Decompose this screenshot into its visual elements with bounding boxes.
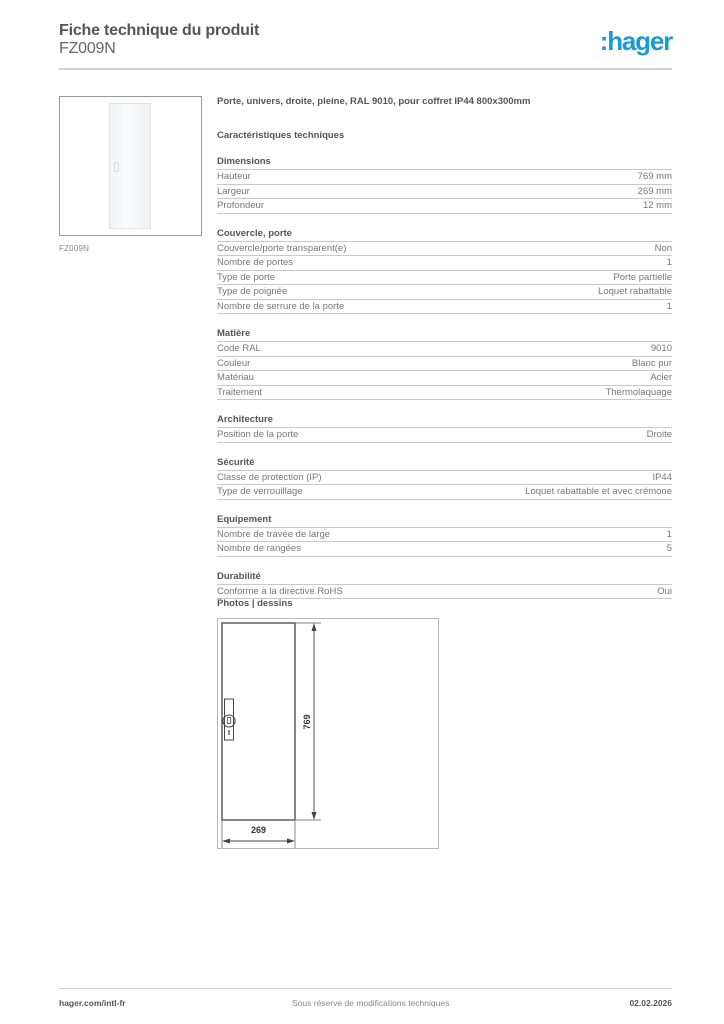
section-couvercle-porte <box>217 228 672 315</box>
product-image <box>59 96 202 236</box>
door-illustration <box>109 103 151 229</box>
spec-value: 1 <box>666 300 672 312</box>
spec-row <box>217 271 672 286</box>
spec-label: Matériau <box>217 372 254 383</box>
page-header <box>59 22 672 70</box>
spec-value: Loquet rabattable et avec crémone <box>525 486 672 497</box>
spec-row <box>217 585 672 600</box>
spec-value: 5 <box>666 543 672 554</box>
spec-label: Profondeur <box>217 200 265 211</box>
product-image-caption: FZ009N <box>59 244 90 253</box>
spec-row <box>217 542 672 557</box>
spec-value: Loquet rabattable <box>598 286 672 297</box>
document-title: Fiche technique du produit <box>59 22 260 39</box>
section-title: Dimensions <box>217 156 672 170</box>
spec-label: Type de verrouillage <box>217 486 303 497</box>
section-title: Matière <box>217 328 672 342</box>
section-title: Sécurité <box>217 457 672 471</box>
spec-label: Couvercle/porte transparent(e) <box>217 242 347 254</box>
product-description: Porte, univers, droite, pleine, RAL 9010, pour coffret IP44 800x300mm <box>217 96 531 107</box>
spec-value: 269 mm <box>637 185 672 197</box>
section-title: Durabilité <box>217 571 672 585</box>
spec-label: Conforme à la directive RoHS <box>217 585 343 597</box>
spec-label: Hauteur <box>217 171 251 182</box>
characteristics-heading: Caractéristiques techniques <box>217 130 345 141</box>
specifications-content <box>217 96 672 599</box>
height-dimension-label: 769 <box>302 714 312 730</box>
latch-icon <box>114 162 119 172</box>
spec-label: Couleur <box>217 357 251 369</box>
spec-value: Thermolaquage <box>605 386 672 398</box>
spec-label: Position de la porte <box>217 429 299 440</box>
spec-value: Acier <box>650 372 672 383</box>
spec-value: 769 mm <box>637 171 672 182</box>
spec-value: IP44 <box>652 471 672 483</box>
spec-value: Porte partielle <box>613 271 672 283</box>
spec-row <box>217 300 672 315</box>
spec-label: Traitement <box>217 386 263 398</box>
spec-value: 1 <box>666 528 672 540</box>
hager-logo: :hager <box>599 26 672 56</box>
section-title: Architecture <box>217 414 672 428</box>
spec-label: Largeur <box>217 185 250 197</box>
spec-label: Nombre de travée de large <box>217 528 331 540</box>
spec-label: Classe de protection (IP) <box>217 471 322 483</box>
spec-label: Nombre de rangées <box>217 543 301 554</box>
spec-row <box>217 170 672 185</box>
section-matiere <box>217 328 672 400</box>
spec-label: Type de poignée <box>217 286 288 297</box>
disclaimer: Sous réserve de modifications techniques <box>292 998 450 1008</box>
spec-label: Nombre de portes <box>217 257 294 268</box>
spec-value: Droite <box>646 429 672 440</box>
spec-value: Oui <box>657 585 672 597</box>
spec-value: Blanc pur <box>631 357 672 369</box>
footer-divider <box>59 988 672 989</box>
spec-row <box>217 185 672 200</box>
document-date: 02.02.2026 <box>629 998 672 1008</box>
section-equipement <box>217 514 672 557</box>
section-title: Equipement <box>217 514 672 528</box>
product-code: FZ009N <box>59 40 116 57</box>
spec-label: Code RAL <box>217 343 261 354</box>
spec-row <box>217 485 672 500</box>
spec-row <box>217 357 672 372</box>
technical-drawing <box>217 618 439 849</box>
website-link[interactable]: hager.com/intl-fr <box>59 998 126 1008</box>
spec-value: 1 <box>666 257 672 268</box>
spec-label: Type de porte <box>217 271 276 283</box>
section-architecture <box>217 414 672 443</box>
spec-row <box>217 256 672 271</box>
spec-row <box>217 528 672 543</box>
spec-row <box>217 428 672 443</box>
spec-row <box>217 199 672 214</box>
spec-value: 9010 <box>650 343 672 354</box>
width-dimension-label: 269 <box>250 825 267 835</box>
spec-row <box>217 342 672 357</box>
spec-row <box>217 285 672 300</box>
spec-value: Non <box>654 242 672 254</box>
photos-heading: Photos | dessins <box>217 598 293 609</box>
spec-row <box>217 386 672 401</box>
section-title: Couvercle, porte <box>217 228 672 242</box>
spec-label: Nombre de serrure de la porte <box>217 300 345 312</box>
door-dimension-drawing <box>218 619 440 850</box>
spec-row <box>217 371 672 386</box>
section-dimensions <box>217 156 672 214</box>
spec-row <box>217 471 672 486</box>
spec-row <box>217 242 672 257</box>
section-durabilite <box>217 571 672 600</box>
section-securite <box>217 457 672 500</box>
spec-value: 12 mm <box>642 200 672 211</box>
header-divider <box>59 68 672 70</box>
